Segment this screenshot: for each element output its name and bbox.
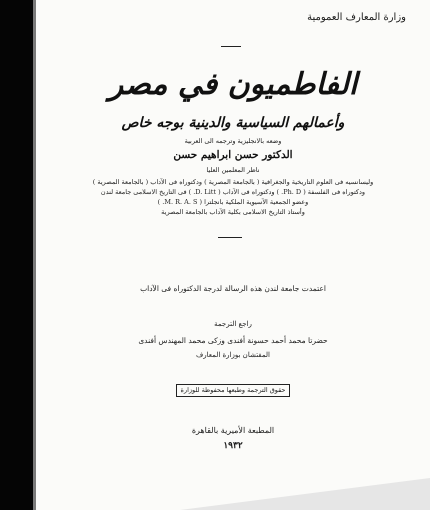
divider-rule [221,46,241,47]
author-degree-line: وأستاذ التاريخ الاسلامى بكلية الآداب بالجامعة المصرية [161,208,305,216]
translation-role: المفتشان بوزارة المعارف [196,351,270,359]
book-spine-shadow [0,0,33,510]
author-position: ناظر المعلمين العليا [206,166,260,174]
author-name: الدكتور حسن ابراهيم حسن [173,149,293,161]
translation-heading: راجع الترجمة [214,320,252,328]
translation-reviewers: حضرتا محمد أحمد حسونة أفندى وزكى محمد المهندس أفندى [138,336,328,345]
author-degree-line: وليسانسيه فى العلوم التاريخية والجغرافية ( بالجامعة المصرية ) ودكتوراه فى الآداب ( بالجامعة المصرية ) [92,178,374,186]
divider-rule [218,237,242,238]
title-page [36,0,430,510]
book-title: الفاطميون في مصر [108,67,358,102]
publication-year: ١٩٣٢ [223,441,243,451]
publisher: المطبعة الأميرية بالقاهرة [191,426,275,435]
ministry-header: وزارة المعارف العمومية [307,12,406,23]
intro-line: وضعه بالانجليزية وترجمه الى العربية [184,137,282,145]
author-degree-line: وعضو الجمعية الآسيوية الملكية بانجلترا ( M. R. A. S. ) [157,198,309,206]
author-degree-line: ودكتوراه فى الفلسفة ( Ph. D. ) ودكتوراه فى الآداب ( D. Litt. ) فى التاريخ الاسلامى جامعة لندن [100,188,366,196]
copyright-notice: حقوق الترجمة وطبعها محفوظة للوزارة [180,386,286,394]
thesis-note: اعتمدت جامعة لندن هذه الرسالة لدرجة الدكتوراه فى الآداب [140,284,326,293]
book-subtitle: وأعمالهم السياسية والدينية بوجه خاص [121,115,345,131]
page-corner-shade [180,478,430,510]
